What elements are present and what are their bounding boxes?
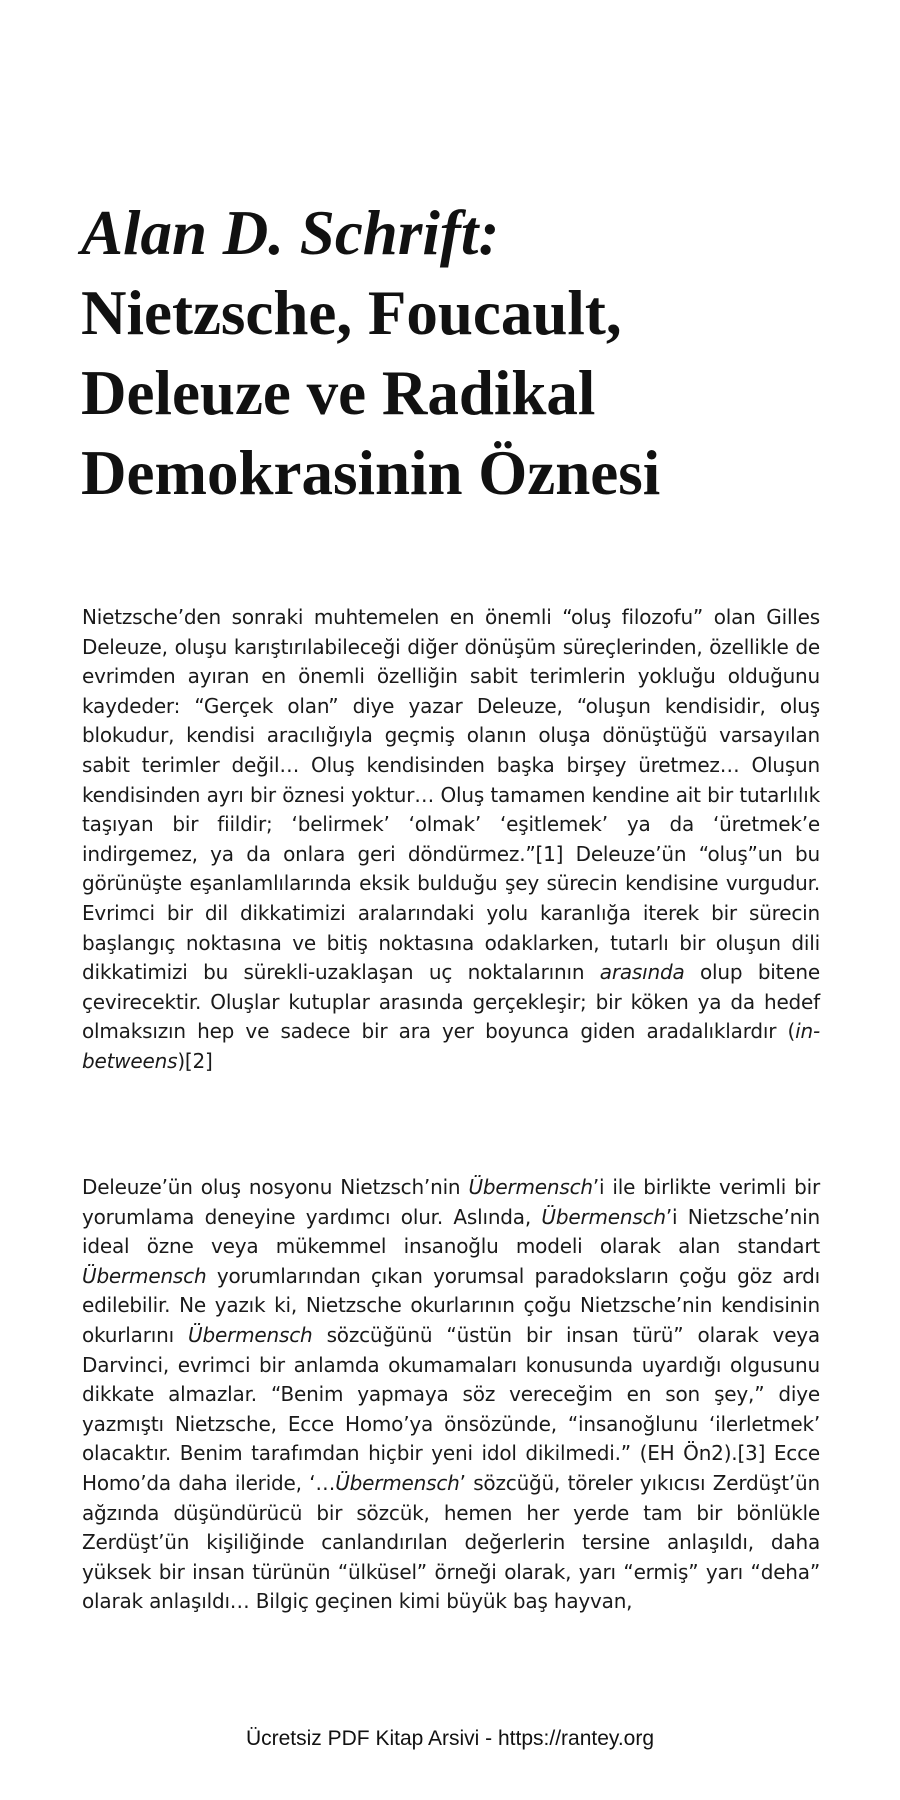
paragraph-segment: Deleuze’ün oluş nosyonu Nietzsch’nin bbox=[82, 1175, 469, 1199]
paragraph-segment-italic: in-betweens bbox=[82, 1019, 820, 1073]
paragraph-segment: sözcüğünü “üstün bir insan türü” olarak veya Darvinci, evrimci bir anlamda okumamaları konusunda uyardığı olgusunu dikkate almazlar. “Benim yapmaya söz vereceğim en son şey,” diye yazmıştı Nietzsche, Ecce Homo’ya önsözünde, “insanoğlunu ‘ilerletmek’ olacaktır. Benim tarafımdan hiçbir yeni idol dikilmedi.” (EH Ön2).[3] Ecce Homo’da daha ileride, ‘… bbox=[82, 1322, 820, 1495]
paragraph-segment: yorumlarından çıkan yorumsal paradoksların çoğu göz ardı edilebilir. Ne yazık ki, Nietzsche okurlarının çoğu Nietzsche’nin kendisinin okurlarını bbox=[82, 1263, 820, 1347]
paragraph-segment: ’i ile birlikte verimli bir yorumlama deneyine yardımcı olur. Aslında, bbox=[82, 1175, 821, 1229]
paragraph-segment: olup bitene çevirecektir. Oluşlar kutuplar arasında gerçekleşir; bir köken ya da hedef olmaksızın hep ve sadece bir ara yer boyunca giden aradalıklardır ( bbox=[82, 960, 820, 1044]
paragraph-segment-italic: Übermensch bbox=[188, 1322, 313, 1347]
page-title bbox=[81, 193, 841, 513]
body-paragraph-1 bbox=[82, 603, 820, 1077]
paragraph-segment-italic: Übermensch bbox=[82, 1263, 207, 1288]
title-line-3: Demokrasinin Öznesi bbox=[81, 438, 661, 508]
paragraph-segment: Nietzsche’den sonraki muhtemelen en önemli “oluş filozofu” olan Gilles Deleuze, oluşu karıştırılabileceği diğer dönüşüm süreçlerinden, özellikle de evrimden ayıran en önemli özelliğin sabit terimlerin yokluğu olduğunu kaydeder: “Gerçek olan” diye yazar Deleuze, “oluşun kendisidir, oluş blokudur, kendisi aracılığıyla geçmiş olanın oluşa dönüştüğü varsayılan sabit terimler değil… Oluş kendisinden başka birşey üretmez… Oluşun kendisinden ayrı bir öznesi yoktur… Oluş tamamen kendine ait bir tutarlılık taşıyan bir fiildir; ‘belirmek’ ‘olmak’ ‘eşitlemek’ ya da ‘üretmek’e indirgemez, ya da onlara geri döndürmez.”[1] Deleuze’ün “oluş”un bu görünüşte eşanlamlılarında eksik bulduğu şey sürecin kendisine vurgudur. Evrimci bir dil dikkatimizi aralarındaki yolu karanlığa iterek bir sürecin başlangıç noktasına ve bitiş noktasına odaklarken, tutarlı bir oluşun dili dikkatimizi bu sürekli-uzaklaşan uç noktalarının bbox=[82, 605, 820, 985]
title-author: Alan D. Schrift: bbox=[81, 198, 500, 268]
paragraph-segment: ’i Nietzsche’nin ideal özne veya mükemmel insanoğlu modeli olarak alan standart bbox=[82, 1204, 820, 1259]
title-line-1: Nietzsche, Foucault, bbox=[81, 278, 622, 348]
paragraph-segment: ’ sözcüğü, töreler yıkıcısı Zerdüşt’ün ağzında düşündürücü bir sözcük, hemen her yerde tam bir bönlükle Zerdüşt’ün kişiliğinde canlandırılan değerlerin tersine anlaşıldı, daha yüksek bir insan türünün “ülküsel” örneği olarak, yarı “ermiş” yarı “deha” olarak anlaşıldı… Bilgiç geçinen kimi büyük baş hayvan, bbox=[82, 1470, 820, 1614]
body-paragraph-2 bbox=[82, 1173, 820, 1617]
paragraph-segment-italic: Übermensch bbox=[541, 1204, 666, 1229]
paragraph-segment-italic: Übermensch bbox=[335, 1470, 460, 1495]
page-footer[interactable]: Ücretsiz PDF Kitap Arsivi - https://rantey.org bbox=[245, 1727, 655, 1750]
paragraph-segment-italic: Übermensch bbox=[468, 1175, 593, 1199]
paragraph-segment: )[2] bbox=[177, 1048, 213, 1073]
title-line-2: Deleuze ve Radikal bbox=[81, 358, 596, 428]
paragraph-segment-italic: arasında bbox=[599, 960, 685, 985]
